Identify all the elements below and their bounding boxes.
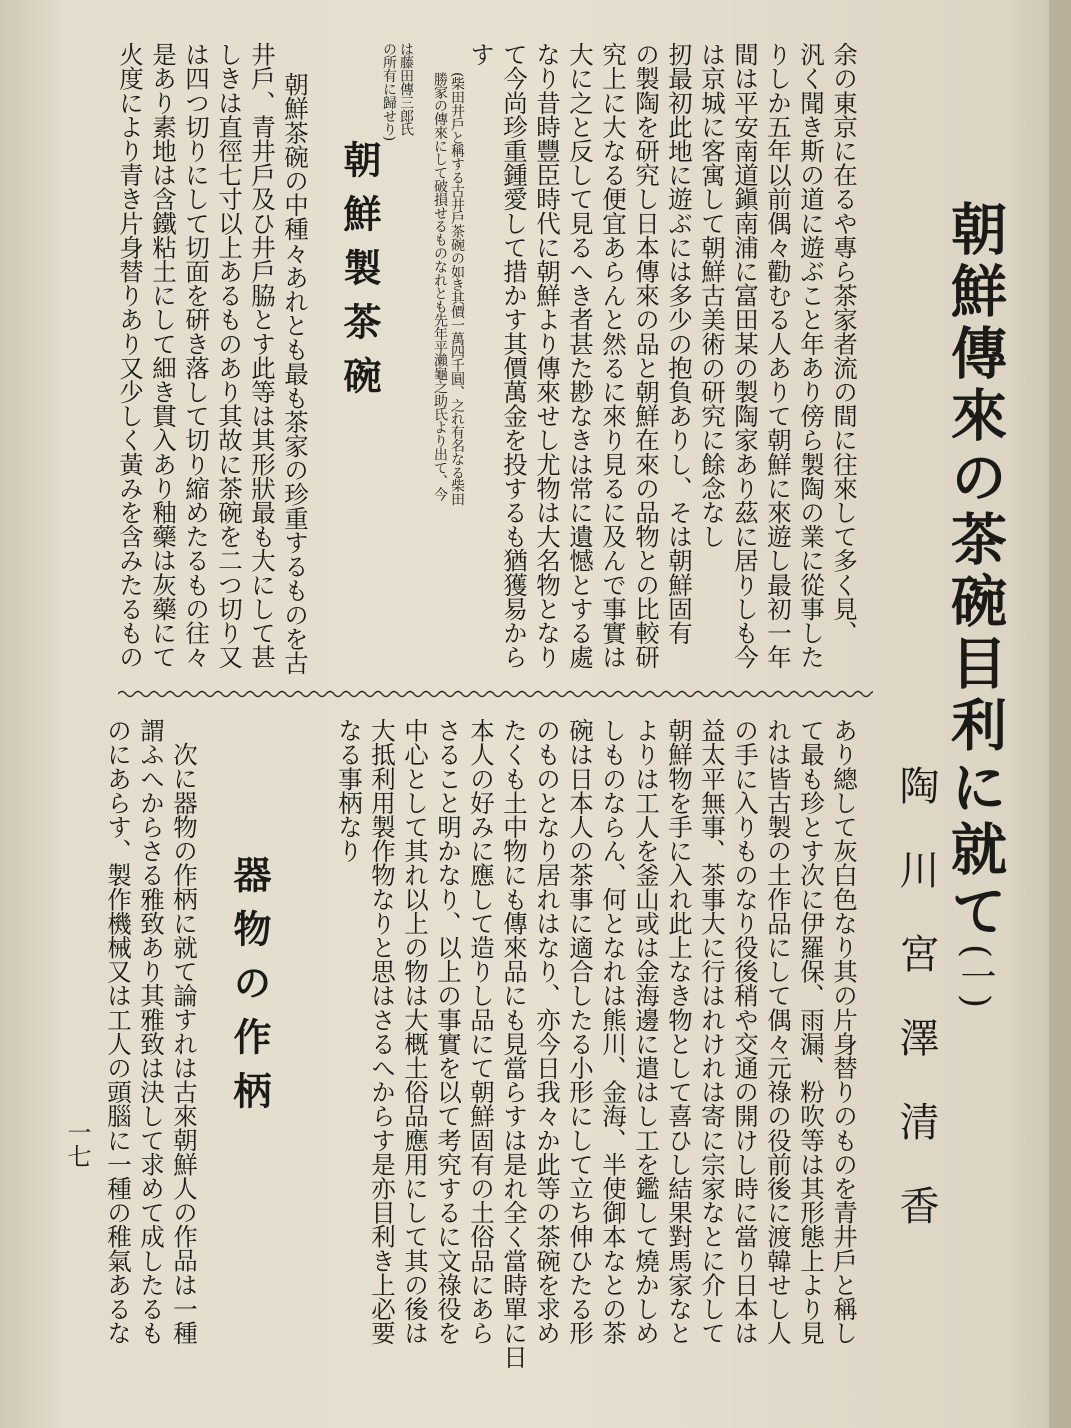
- upper-text-line: 汎く聞き斯の道に遊ぶこと年あり傍ら製陶の業に從事した: [797, 42, 826, 669]
- article-title: [935, 200, 1015, 1008]
- title-text: 朝鮮傳來の茶碗目利に就て: [942, 200, 1008, 944]
- lower-text-line: たくも土中物にも傳來品にも見當らすは是れ全く當時單に日: [500, 718, 529, 1369]
- page-number: 一七: [63, 1120, 91, 1168]
- upper-text-line: 扨最初此地に遊ぶには多少の抱負ありし、そは朝鮮固有: [665, 42, 694, 645]
- lower-text-line: て最も珍とす次に伊羅保、雨漏、粉吹等は其形態上より見: [797, 718, 826, 1345]
- upper-text-line: りしか五年以前偶々勸むる人ありて朝鮮に來遊し最初一年: [764, 42, 793, 669]
- section-text-line: 井戶、青井戶及ひ井戶脇とす此等は其形狀最も大にして甚: [248, 42, 277, 669]
- annotation-line: の所有に歸せり): [381, 42, 397, 141]
- upper-text-line: す: [467, 42, 496, 67]
- upper-text-line: なり昔時豐臣時代に朝鮮より傳來せし尤物は大名物となり: [533, 42, 562, 669]
- upper-text-line: 大に之と反して見るへき者甚た尠なきは常に遺憾とする處: [566, 42, 595, 669]
- section-text-line: のにあらす、製作機械又は工人の頭腦に一種の稚氣あるな: [104, 718, 133, 1345]
- section-text-line: 是あり素地は含鐵粘土にして細き貫入あり釉藥は灰藥にて: [149, 42, 178, 669]
- lower-text-line: 大抵利用製作物なりと思はさるへからす是亦目利き上必要: [368, 718, 397, 1345]
- section-text-line: 次に器物の作柄に就て論すれは古來朝鮮人の作品は一種: [170, 742, 199, 1345]
- annotation-line: は藤田傳三郎氏: [398, 42, 414, 136]
- upper-text-line: 余の東京に在るや專ら茶家者流の間に往來して多く見、: [830, 42, 859, 645]
- lower-text-line: のものとなり居れはなり、亦今日我々か此等の茶碗を求め: [533, 718, 562, 1345]
- lower-text-line: しものならん、何となれは熊川、金海、半使御本なとの茶: [599, 718, 628, 1345]
- page-gutter: [1049, 0, 1071, 1428]
- upper-text-line: は京城に客寓して朝鮮古美術の研究に餘念なし: [698, 42, 727, 549]
- lower-text-line: 朝鮮物を手に入れ此上なき物として喜ひし結果對馬家なと: [665, 718, 694, 1345]
- lower-text-line: の手に入りものなり役後稍や交通の開けし時に當り日本は: [731, 718, 760, 1345]
- title-part-number: (一): [955, 944, 996, 1009]
- section-text-line: 朝鮮茶碗の中種々あれとも最も茶家の珍重するものを古: [281, 72, 310, 675]
- section-text-line: しきは直徑七寸以上あるものあり其故に茶碗を二つ切り又: [215, 42, 244, 669]
- annotation-line: (柴田井戶と稱する古井戶茶碗の如き其價一萬四千圓、之れ有名なる柴田: [449, 72, 465, 506]
- section-divider: [118, 688, 873, 700]
- upper-text-line: 間は平安南道鎭南浦に富田某の製陶家あり茲に居りしも今: [731, 42, 760, 669]
- annotation-line: 勝家の傳來にして破損せるものなれとも先年平瀨龜之助氏より出て、今: [432, 72, 448, 501]
- upper-text-line: の製陶を研究し日本傳來の品と朝鮮在來の品物との比較研: [632, 42, 661, 669]
- lower-text-line: なる事柄なり: [335, 718, 364, 863]
- section-heading: 朝鮮製茶碗: [337, 140, 382, 410]
- lower-text-line: 碗は日本人の茶事に適合したる小形にして立ち伸ひたる形: [566, 718, 595, 1345]
- section-heading: 器物の作柄: [227, 855, 272, 1125]
- lower-text-line: れは皆古製の土作品にして偶々元祿の役前後に渡韓せし人: [764, 718, 793, 1345]
- lower-text-line: さること明かなり、以上の事實を以て考究するに文祿役を: [434, 718, 463, 1345]
- upper-text-line: 究上に大なる便宜あらんと然るに來り見るに及んで事實は: [599, 42, 628, 669]
- lower-text-line: よりは工人を釜山或は金海邊に遣はし工を鑑して燒かしめ: [632, 718, 661, 1345]
- lower-text-line: 中心として其れ以上の物は大概土俗品應用にして其の後は: [401, 718, 430, 1345]
- upper-text-line: て今尚珍重鍾愛して措かす其價萬金を投するも猶獲易から: [500, 42, 529, 669]
- lower-text-line: あり總して灰白色なり其の片身替りのものを青井戶と稱し: [830, 718, 859, 1345]
- section-text-line: は四つ切りにして切面を硏き落して切り縮めたるもの往々: [182, 42, 211, 669]
- section-text-line: 謂ふへからさる雅致あり其雅致は決して求めて成したるも: [137, 718, 166, 1345]
- lower-text-line: 益太平無事、茶事大に行はれけれは寄に宗家なとに介して: [698, 718, 727, 1345]
- author-name: 陶川宮澤清香: [893, 765, 939, 1269]
- section-text-line: 火度により青き片身替りあり又少しく黃みを含みたるもの: [116, 42, 145, 669]
- lower-text-line: 本人の好みに應して造りし品にて朝鮮固有の土俗品にあら: [467, 718, 496, 1345]
